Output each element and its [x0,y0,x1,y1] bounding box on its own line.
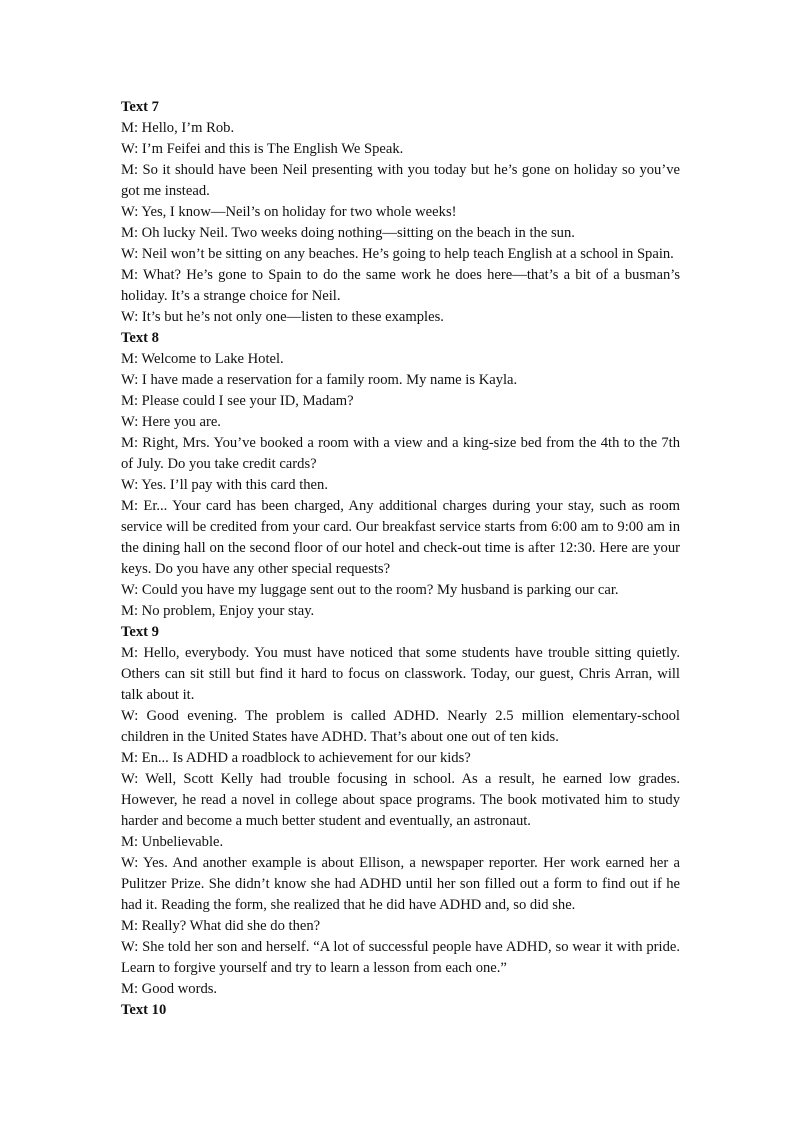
dialogue-line: W: Yes. And another example is about Ellison, a newspaper reporter. Her work earned her a Pulitzer Prize. She didn’t know she had ADHD until her son filled out a form to find out if he had it. Reading the form, she realized that he did have ADHD and, so did she. [121,855,680,913]
dialogue-line: W: I’m Feifei and this is The English We Speak. [121,141,404,157]
dialogue-line: M: So it should have been Neil presenting with you today but he’s gone on holiday so you’ve got me instead. [121,162,680,199]
dialogue-line: W: Could you have my luggage sent out to the room? My husband is parking our car. [121,582,619,598]
dialogue-line: W: Yes, I know—Neil’s on holiday for two whole weeks! [121,204,457,220]
section [121,622,680,1000]
dialogue-line: M: Hello, I’m Rob. [121,120,235,136]
section-heading: Text 8 [121,330,159,346]
section [121,97,680,328]
dialogue-line: M: What? He’s gone to Spain to do the same work he does here—that’s a bit of a busman’s holiday. It’s a strange choice for Neil. [121,267,680,304]
dialogue-line: W: Good evening. The problem is called ADHD. Nearly 2.5 million elementary-school children in the United States have ADHD. That’s about one out of ten kids. [121,708,680,745]
dialogue-line: M: Oh lucky Neil. Two weeks doing nothing—sitting on the beach in the sun. [121,225,575,241]
section [121,328,680,622]
dialogue-line: M: No problem, Enjoy your stay. [121,603,315,619]
section-heading: Text 10 [121,1002,167,1018]
dialogue-line: M: Hello, everybody. You must have noticed that some students have trouble sitting quietly. Others can sit still but find it hard to focus on classwork. Today, our guest, Chris Arran, will talk about it. [121,645,680,703]
dialogue-line: M: En... Is ADHD a roadblock to achievement for our kids? [121,750,471,766]
section [121,1000,680,1021]
dialogue-line: M: Welcome to Lake Hotel. [121,351,284,367]
dialogue-line: M: Really? What did she do then? [121,918,321,934]
dialogue-line: M: Right, Mrs. You’ve booked a room with a view and a king-size bed from the 4th to the 7th of July. Do you take credit cards? [121,435,680,472]
dialogue-line: W: She told her son and herself. “A lot of successful people have ADHD, so wear it with pride. Learn to forgive yourself and try to learn a lesson from each one.” [121,939,680,976]
dialogue-line: M: Please could I see your ID, Madam? [121,393,354,409]
section-heading: Text 9 [121,624,159,640]
section-heading: Text 7 [121,99,159,115]
document-page [121,97,680,1021]
dialogue-line: W: Here you are. [121,414,221,430]
dialogue-line: W: Well, Scott Kelly had trouble focusing in school. As a result, he earned low grades. However, he read a novel in college about space programs. The book motivated him to study harder and become a much better student and eventually, an astronaut. [121,771,680,829]
dialogue-line: M: Good words. [121,981,218,997]
dialogue-line: W: It’s but he’s not only one—listen to these examples. [121,309,444,325]
dialogue-line: W: I have made a reservation for a family room. My name is Kayla. [121,372,518,388]
dialogue-line: M: Unbelievable. [121,834,224,850]
dialogue-line: W: Yes. I’ll pay with this card then. [121,477,328,493]
dialogue-line: W: Neil won’t be sitting on any beaches. He’s going to help teach English at a school in Spain. [121,246,674,262]
dialogue-line: M: Er... Your card has been charged, Any additional charges during your stay, such as room service will be credited from your card. Our breakfast service starts from 6:00 am to 9:00 am in the dining hall on the second floor of our hotel and check-out time is after 12:30. Here are your keys. Do you have any other special requests? [121,498,680,577]
